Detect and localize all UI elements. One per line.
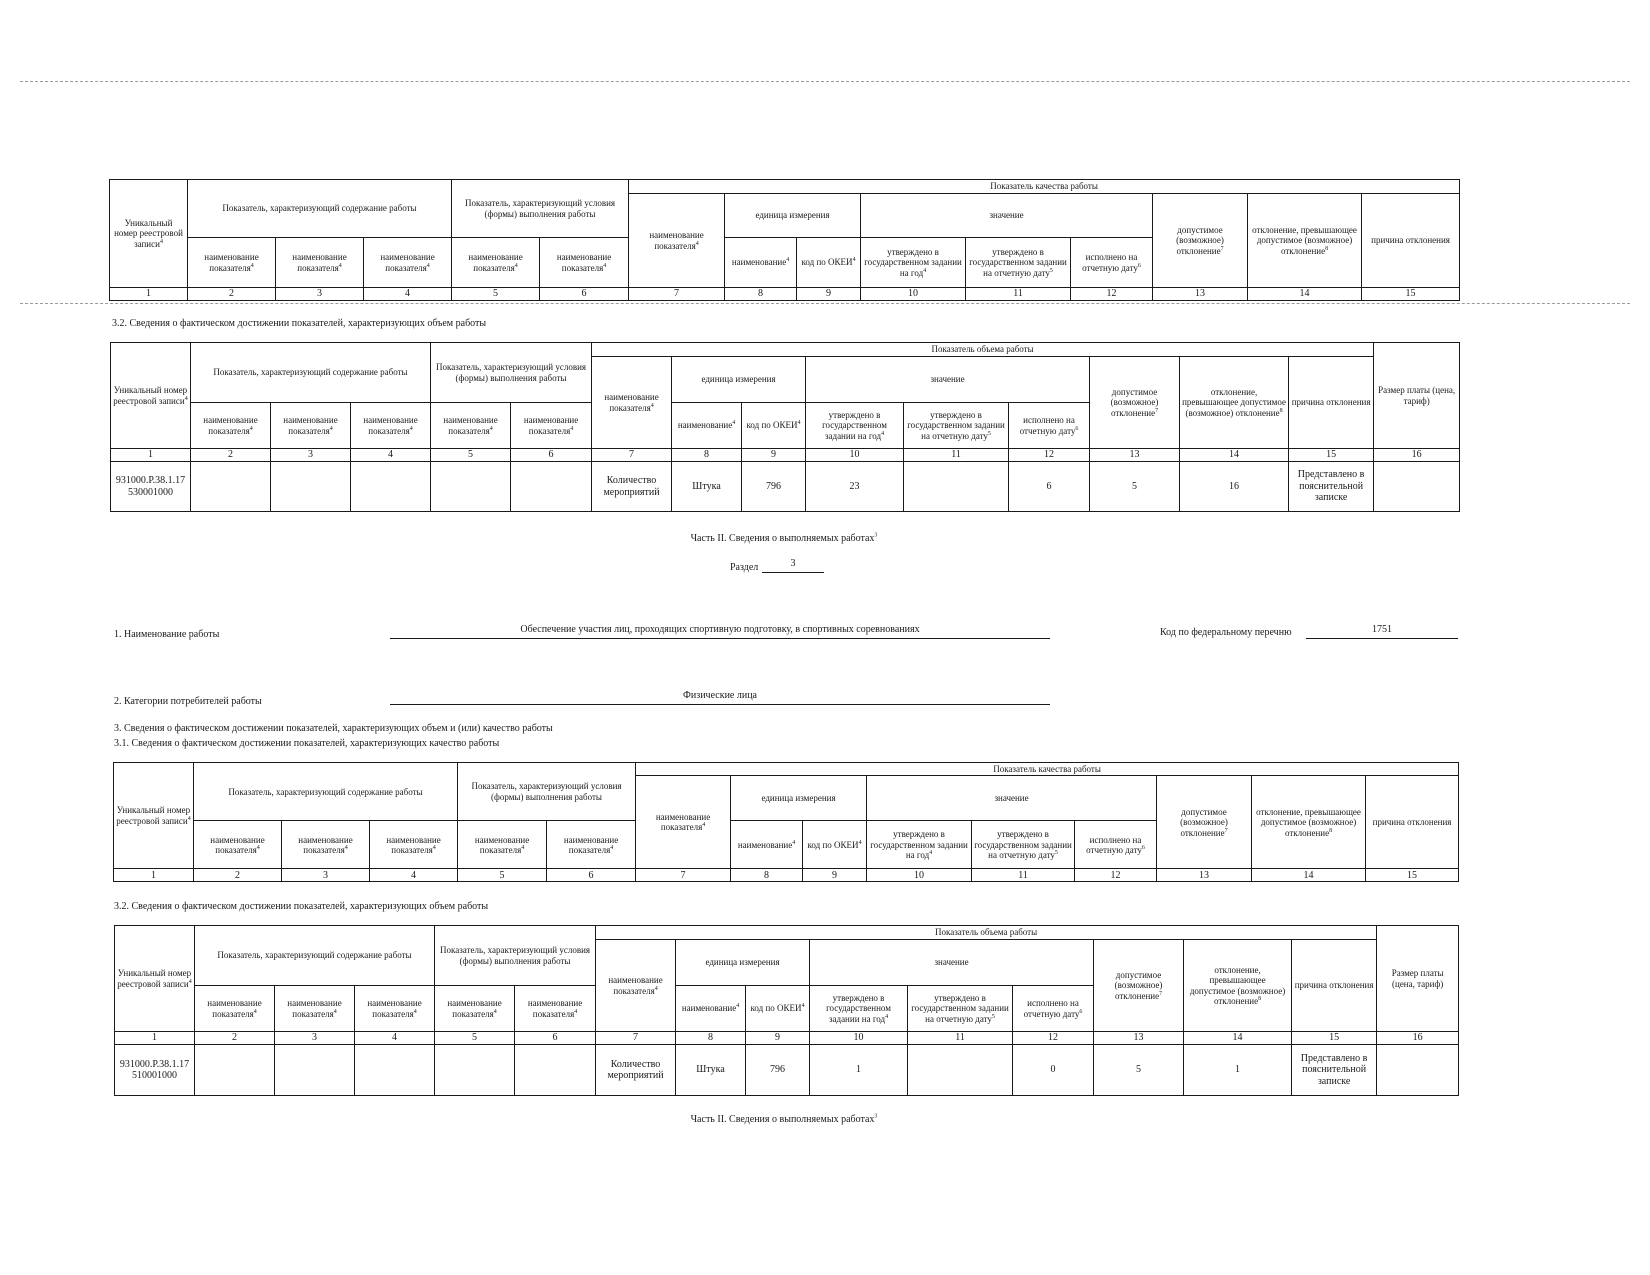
- approved-date-cell: [908, 1045, 1013, 1096]
- col-number: 8: [672, 449, 742, 462]
- part-title: Часть II. Сведения о выполняемых работах$^3$: [690, 532, 878, 544]
- col-number: 9: [803, 869, 867, 882]
- col-number: 7: [629, 288, 725, 301]
- indicator-cell: Количество мероприятий: [596, 1045, 676, 1096]
- col-number: 13: [1153, 288, 1248, 301]
- table-row: [111, 462, 1460, 512]
- value-header: значение: [861, 194, 1153, 238]
- okei-code-header: код по ОКЕИ$^4$: [797, 238, 861, 288]
- unit-name-header: наименование$^4$: [725, 238, 797, 288]
- unit-cell: Штука: [672, 462, 742, 512]
- approved-report-date-header: утверждено в государственном задании на отчетную дату$^5$: [908, 986, 1013, 1032]
- col-number: 7: [596, 1032, 676, 1045]
- exceeding-deviation-header: отклонение, превышающее допустимое (возможное) отклонение$^8$: [1252, 776, 1366, 869]
- value-header: значение: [867, 776, 1157, 821]
- col-number: 16: [1374, 449, 1460, 462]
- fee-cell: [1374, 462, 1460, 512]
- col-number: 9: [746, 1032, 810, 1045]
- sub-indicator-name: наименование показателя$^4$: [452, 238, 540, 288]
- col-number: 5: [435, 1032, 515, 1045]
- volume-table-bottom: [114, 925, 1459, 1096]
- col-number: 1: [111, 449, 191, 462]
- col-number: 10: [867, 869, 972, 882]
- quality-table-top: [109, 179, 1460, 301]
- scan-artifact-line: [20, 81, 1630, 82]
- sub-indicator-name: наименование показателя$^4$: [435, 986, 515, 1032]
- col-number: 12: [1009, 449, 1090, 462]
- sub-indicator-name: наименование показателя$^4$: [547, 821, 636, 869]
- federal-code-value: 1751: [1306, 624, 1458, 639]
- col-number: 16: [1377, 1032, 1459, 1045]
- unit-name-header: наименование$^4$: [672, 403, 742, 449]
- empty-cell: [435, 1045, 515, 1096]
- consumers-label: 2. Категории потребителей работы: [114, 696, 262, 707]
- sub-indicator-name: наименование показателя$^4$: [282, 821, 370, 869]
- scan-artifact-line: [20, 303, 1630, 304]
- unit-name-header: наименование$^4$: [676, 986, 746, 1032]
- conditions-indicator-header: Показатель, характеризующий условия (формы) выполнения работы: [452, 180, 629, 238]
- sub-indicator-name: наименование показателя$^4$: [515, 986, 596, 1032]
- sub-indicator-name: наименование показателя$^4$: [276, 238, 364, 288]
- col-number: 12: [1075, 869, 1157, 882]
- col-number: 4: [364, 288, 452, 301]
- exceeding-deviation-header: отклонение, превышающее допустимое (возможное) отклонение$^8$: [1248, 194, 1362, 288]
- unit-header: единица измерения: [676, 940, 810, 986]
- approved-year-cell: 23: [806, 462, 904, 512]
- exceeding-deviation-header: отклонение, превышающее допустимое (возможное) отклонение$^8$: [1180, 357, 1289, 449]
- col-number: 14: [1184, 1032, 1292, 1045]
- col-number: 3: [275, 1032, 355, 1045]
- col-number: 5: [452, 288, 540, 301]
- col-number: 3: [271, 449, 351, 462]
- unit-cell: Штука: [676, 1045, 746, 1096]
- exceeding-cell: 16: [1180, 462, 1289, 512]
- col-number: 2: [191, 449, 271, 462]
- unit-name-header: наименование$^4$: [731, 821, 803, 869]
- work-name-value: Обеспечение участия лиц, проходящих спортивную подготовку, в спортивных соревнованиях: [390, 624, 1050, 639]
- empty-cell: [275, 1045, 355, 1096]
- approved-year-header: утверждено в государственном задании на год$^4$: [867, 821, 972, 869]
- table-row: [115, 1045, 1459, 1096]
- okei-cell: 796: [746, 1045, 810, 1096]
- reason-cell: Представлено в пояснительной записке: [1289, 462, 1374, 512]
- sub-indicator-name: наименование показателя$^4$: [364, 238, 452, 288]
- col-number: 13: [1090, 449, 1180, 462]
- sub-indicator-name: наименование показателя$^4$: [351, 403, 431, 449]
- section-label: Раздел: [730, 562, 759, 573]
- approved-year-header: утверждено в государственном задании на год$^4$: [861, 238, 966, 288]
- sub-indicator-name: наименование показателя$^4$: [188, 238, 276, 288]
- reg-number-cell: 931000.Р.38.1.17 530001000: [111, 462, 191, 512]
- col-number: 14: [1180, 449, 1289, 462]
- sub-indicator-name: наименование показателя$^4$: [458, 821, 547, 869]
- col-number: 11: [908, 1032, 1013, 1045]
- unique-number-header: Уникальный номер реестровой записи$^4$: [114, 763, 194, 869]
- allowed-deviation-header: допустимое (возможное) отклонение$^7$: [1157, 776, 1252, 869]
- section-volume-title: 3.2. Сведения о фактическом достижении показателей, характеризующих объем работы: [112, 318, 487, 329]
- col-number: 1: [115, 1032, 195, 1045]
- okei-code-header: код по ОКЕИ$^4$: [742, 403, 806, 449]
- quality-indicator-header: Показатель качества работы: [636, 763, 1459, 776]
- executed-cell: 6: [1009, 462, 1090, 512]
- col-number: 13: [1157, 869, 1252, 882]
- col-number: 5: [431, 449, 511, 462]
- approved-year-cell: 1: [810, 1045, 908, 1096]
- section3-title: 3. Сведения о фактическом достижении показателей, характеризующих объем и (или) качество работы: [114, 723, 553, 734]
- col-number: 14: [1248, 288, 1362, 301]
- quality-table-bottom: [113, 762, 1459, 882]
- fee-header: Размер платы (цена, тариф): [1377, 926, 1459, 1032]
- unit-header: единица измерения: [725, 194, 861, 238]
- executed-report-date-header: исполнено на отчетную дату$^6$: [1009, 403, 1090, 449]
- content-indicator-header: Показатель, характеризующий содержание работы: [194, 763, 458, 821]
- col-number: 8: [676, 1032, 746, 1045]
- sub-indicator-name: наименование показателя$^4$: [191, 403, 271, 449]
- deviation-reason-header: причина отклонения: [1292, 940, 1377, 1032]
- executed-report-date-header: исполнено на отчетную дату$^6$: [1013, 986, 1094, 1032]
- volume-table-top: [110, 342, 1460, 512]
- sub-indicator-name: наименование показателя$^4$: [275, 986, 355, 1032]
- fee-header: Размер платы (цена, тариф): [1374, 343, 1460, 449]
- sub-indicator-name: наименование показателя$^4$: [355, 986, 435, 1032]
- approved-year-header: утверждено в государственном задании на год$^4$: [810, 986, 908, 1032]
- allowed-deviation-header: допустимое (возможное) отклонение$^7$: [1153, 194, 1248, 288]
- volume-indicator-header: Показатель объема работы: [592, 343, 1374, 357]
- approved-report-date-header: утверждено в государственном задании на отчетную дату$^5$: [972, 821, 1075, 869]
- indicator-name-header: наименование показателя$^4$: [592, 357, 672, 449]
- sub-indicator-name: наименование показателя$^4$: [511, 403, 592, 449]
- col-number: 1: [110, 288, 188, 301]
- col-number: 12: [1013, 1032, 1094, 1045]
- reg-number-cell: 931000.Р.38.1.17 510001000: [115, 1045, 195, 1096]
- col-number: 15: [1292, 1032, 1377, 1045]
- exceeding-cell: 1: [1184, 1045, 1292, 1096]
- approved-date-cell: [904, 462, 1009, 512]
- work-name-label: 1. Наименование работы: [114, 629, 220, 640]
- quality-indicator-header: Показатель качества работы: [629, 180, 1460, 194]
- unique-number-header: Уникальный номер реестровой записи$^4$: [111, 343, 191, 449]
- indicator-cell: Количество мероприятий: [592, 462, 672, 512]
- empty-cell: [271, 462, 351, 512]
- executed-cell: 0: [1013, 1045, 1094, 1096]
- col-number: 9: [742, 449, 806, 462]
- col-number: 10: [810, 1032, 908, 1045]
- approved-report-date-header: утверждено в государственном задании на отчетную дату$^5$: [904, 403, 1009, 449]
- col-number: 2: [194, 869, 282, 882]
- col-number: 2: [188, 288, 276, 301]
- deviation-reason-header: причина отклонения: [1366, 776, 1459, 869]
- deviation-reason-header: причина отклонения: [1289, 357, 1374, 449]
- okei-code-header: код по ОКЕИ$^4$: [803, 821, 867, 869]
- empty-cell: [195, 1045, 275, 1096]
- content-indicator-header: Показатель, характеризующий содержание работы: [191, 343, 431, 403]
- allowed-cell: 5: [1090, 462, 1180, 512]
- unit-header: единица измерения: [672, 357, 806, 403]
- fee-cell: [1377, 1045, 1459, 1096]
- col-number: 7: [592, 449, 672, 462]
- section-number: 3: [762, 558, 824, 573]
- content-indicator-header: Показатель, характеризующий содержание работы: [188, 180, 452, 238]
- empty-cell: [351, 462, 431, 512]
- volume-indicator-header: Показатель объема работы: [596, 926, 1377, 940]
- value-header: значение: [810, 940, 1094, 986]
- deviation-reason-header: причина отклонения: [1362, 194, 1460, 288]
- unique-number-header: Уникальный номер реестровой записи$^4$: [110, 180, 188, 288]
- section-volume-title: 3.2. Сведения о фактическом достижении показателей, характеризующих объем работы: [114, 901, 489, 912]
- empty-cell: [191, 462, 271, 512]
- allowed-deviation-header: допустимое (возможное) отклонение$^7$: [1094, 940, 1184, 1032]
- reason-cell: Представлено в пояснительной записке: [1292, 1045, 1377, 1096]
- col-number: 7: [636, 869, 731, 882]
- indicator-name-header: наименование показателя$^4$: [596, 940, 676, 1032]
- allowed-deviation-header: допустимое (возможное) отклонение$^7$: [1090, 357, 1180, 449]
- section31-title: 3.1. Сведения о фактическом достижении показателей, характеризующих качество работы: [114, 738, 500, 749]
- col-number: 3: [276, 288, 364, 301]
- col-number: 1: [114, 869, 194, 882]
- col-number: 9: [797, 288, 861, 301]
- okei-cell: 796: [742, 462, 806, 512]
- col-number: 13: [1094, 1032, 1184, 1045]
- col-number: 3: [282, 869, 370, 882]
- col-number: 2: [195, 1032, 275, 1045]
- indicator-name-header: наименование показателя$^4$: [636, 776, 731, 869]
- col-number: 8: [731, 869, 803, 882]
- col-number: 10: [861, 288, 966, 301]
- conditions-indicator-header: Показатель, характеризующий условия (формы) выполнения работы: [431, 343, 592, 403]
- empty-cell: [431, 462, 511, 512]
- okei-code-header: код по ОКЕИ$^4$: [746, 986, 810, 1032]
- empty-cell: [355, 1045, 435, 1096]
- consumers-value: Физические лица: [390, 690, 1050, 705]
- executed-report-date-header: исполнено на отчетную дату$^6$: [1071, 238, 1153, 288]
- col-number: 4: [351, 449, 431, 462]
- col-number: 10: [806, 449, 904, 462]
- empty-cell: [511, 462, 592, 512]
- col-number: 12: [1071, 288, 1153, 301]
- col-number: 4: [370, 869, 458, 882]
- indicator-name-header: наименование показателя$^4$: [629, 194, 725, 288]
- sub-indicator-name: наименование показателя$^4$: [370, 821, 458, 869]
- approved-report-date-header: утверждено в государственном задании на отчетную дату$^5$: [966, 238, 1071, 288]
- part-title-bottom: Часть II. Сведения о выполняемых работах$^3$: [690, 1113, 878, 1125]
- col-number: 11: [966, 288, 1071, 301]
- col-number: 5: [458, 869, 547, 882]
- col-number: 4: [355, 1032, 435, 1045]
- col-number: 11: [904, 449, 1009, 462]
- conditions-indicator-header: Показатель, характеризующий условия (формы) выполнения работы: [458, 763, 636, 821]
- content-indicator-header: Показатель, характеризующий содержание работы: [195, 926, 435, 986]
- sub-indicator-name: наименование показателя$^4$: [431, 403, 511, 449]
- conditions-indicator-header: Показатель, характеризующий условия (формы) выполнения работы: [435, 926, 596, 986]
- col-number: 15: [1362, 288, 1460, 301]
- col-number: 6: [547, 869, 636, 882]
- value-header: значение: [806, 357, 1090, 403]
- col-number: 6: [511, 449, 592, 462]
- unique-number-header: Уникальный номер реестровой записи$^4$: [115, 926, 195, 1032]
- col-number: 6: [515, 1032, 596, 1045]
- col-number: 14: [1252, 869, 1366, 882]
- sub-indicator-name: наименование показателя$^4$: [195, 986, 275, 1032]
- col-number: 15: [1289, 449, 1374, 462]
- unit-header: единица измерения: [731, 776, 867, 821]
- sub-indicator-name: наименование показателя$^4$: [194, 821, 282, 869]
- col-number: 11: [972, 869, 1075, 882]
- sub-indicator-name: наименование показателя$^4$: [271, 403, 351, 449]
- allowed-cell: 5: [1094, 1045, 1184, 1096]
- col-number: 8: [725, 288, 797, 301]
- federal-code-label: Код по федеральному перечню: [1160, 627, 1292, 638]
- col-number: 15: [1366, 869, 1459, 882]
- empty-cell: [515, 1045, 596, 1096]
- sub-indicator-name: наименование показателя$^4$: [540, 238, 629, 288]
- executed-report-date-header: исполнено на отчетную дату$^6$: [1075, 821, 1157, 869]
- approved-year-header: утверждено в государственном задании на год$^4$: [806, 403, 904, 449]
- col-number: 6: [540, 288, 629, 301]
- exceeding-deviation-header: отклонение, превышающее допустимое (возможное) отклонение$^8$: [1184, 940, 1292, 1032]
